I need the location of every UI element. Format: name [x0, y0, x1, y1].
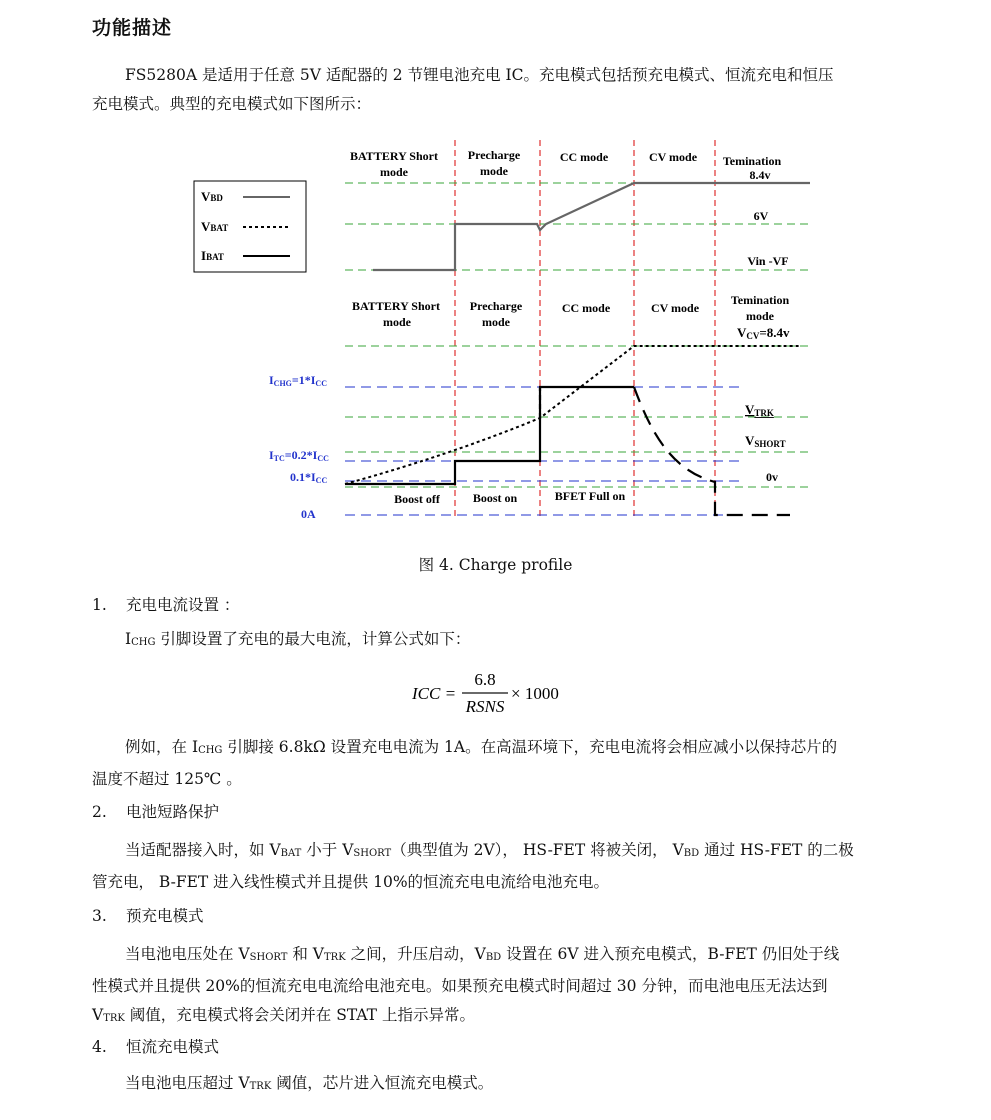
bottom-mode-cv: CV mode [650, 301, 700, 315]
i01-label: 0.1*ICC [290, 470, 328, 485]
list-item-4 [92, 1035, 219, 1057]
intro-line-1: FS5280A 是适用于任意 5V 适配器的 2 节锂电池充电 IC。充电模式包括预充电模式、恒流充电和恒压 [125, 66, 834, 84]
zero-v-label: 0v [766, 470, 778, 484]
phase-boost-off: Boost off [394, 492, 440, 506]
legend-ibat: IBAT [201, 248, 224, 263]
sp-vbd-sub: BD [683, 848, 700, 859]
vtrk-label: VTRK [745, 402, 774, 418]
example-paragraph [92, 733, 912, 794]
list-item-title: 电池短路保护 [126, 803, 220, 821]
example-ichg-symbol: I [191, 738, 199, 756]
pc-text-c: 之间，升压启动， [345, 945, 475, 963]
formula-rhs: × 1000 [511, 684, 559, 703]
pc-vshort-sub: SHORT [249, 952, 288, 963]
list-item-number: 1. [92, 596, 107, 614]
sp-text-b: 小于 [301, 841, 343, 859]
list-item-1 [92, 593, 239, 615]
ichg-paragraph [92, 625, 912, 657]
top-mode-term-l2: 8.4v [749, 168, 771, 182]
cc-vtrk: V [238, 1074, 250, 1092]
vbd-trace [373, 183, 810, 270]
ichg-subscript: CHG [131, 637, 156, 648]
list-item-number: 3. [92, 907, 107, 925]
formula-denominator: RSNS [465, 697, 505, 716]
pc-vbd: V [474, 945, 486, 963]
top-mode-short-l2: mode [380, 165, 408, 179]
pc-text-d: 设置在 6V 进入预充电模式，B-FET 仍旧处于线 [501, 945, 840, 963]
zero-a-label: 0A [301, 507, 316, 521]
top-mode-cc: CC mode [559, 150, 609, 164]
list-item-title: 预充电模式 [126, 907, 204, 925]
list-item-number: 4. [92, 1038, 107, 1056]
itc-label: ITC=0.2*ICC [269, 448, 329, 463]
top-level-6v: 6V [753, 209, 769, 223]
cc-text-a: 当电池电压超过 [125, 1074, 239, 1092]
sp-vbat-sub: BAT [280, 848, 302, 859]
bottom-mode-short-l2: mode [383, 315, 411, 329]
ibat-cv-decay [634, 387, 790, 515]
bottom-mode-pre-l2: mode [482, 315, 510, 329]
pc-vshort: V [238, 945, 250, 963]
cc-text-b: 阈值，芯片进入恒流充电模式。 [271, 1074, 494, 1092]
intro-line-2: 充电模式。典型的充电模式如下图所示： [92, 95, 372, 113]
ichg-symbol: I [125, 630, 132, 648]
list-item-2 [92, 800, 219, 822]
short-protection-paragraph [92, 836, 912, 897]
list-item-title: 充电电流设置 ： [126, 596, 240, 614]
precharge-paragraph [92, 940, 912, 1033]
top-mode-pre-l2: mode [480, 164, 508, 178]
vbat-trace [345, 346, 800, 484]
pc-vtrk-2-sub: TRK [103, 1013, 125, 1024]
bottom-mode-pre-l1: Precharge [469, 299, 523, 313]
cc-paragraph [92, 1069, 912, 1101]
charge-profile-figure [0, 0, 991, 545]
top-mode-term-l1: Temination [722, 154, 782, 168]
phase-boost-on: Boost on [472, 491, 518, 505]
pc-line-3: 阈值，充电模式将会关闭并在 STAT 上指示异常。 [124, 1006, 475, 1024]
pc-line-2: 性模式并且提供 20%的恒流充电电流给电池充电。如果预充电模式时间超过 30 分钟，而电池电压无法达到 [92, 977, 828, 995]
bottom-mode-term-l2: mode [746, 309, 774, 323]
vcv-label: VCV=8.4v [737, 325, 790, 341]
section-title: 功能描述 [92, 17, 173, 39]
icc-formula [0, 668, 991, 718]
sp-text-c: （典型值为 2V）， HS-FET 将被关闭， [391, 841, 673, 859]
example-text-a: 例如，在 [125, 738, 192, 756]
phase-bfet-full-on: BFET Full on [554, 489, 626, 503]
top-mode-pre-l1: Precharge [467, 148, 521, 162]
top-mode-short-l1: BATTERY Short [350, 149, 438, 163]
list-item-title: 恒流充电模式 [126, 1038, 220, 1056]
vshort-label: VSHORT [745, 433, 786, 449]
sp-text-d: 通过 HS-FET 的二极 [699, 841, 854, 859]
pc-text-a: 当电池电压处在 [125, 945, 239, 963]
pc-text-b: 和 [287, 945, 313, 963]
formula-numerator: 6.8 [474, 670, 496, 689]
pc-vtrk-2: V [92, 1006, 104, 1024]
sp-text-a: 当适配器接入时，如 [125, 841, 270, 859]
top-level-vin: Vin -VF [747, 254, 789, 268]
example-ichg-subscript: CHG [198, 745, 223, 756]
ibat-trace [345, 387, 634, 484]
cc-vtrk-sub: TRK [249, 1081, 272, 1092]
sp-vshort: V [342, 841, 354, 859]
formula-lhs: ICC = [412, 684, 457, 703]
sp-vbat: V [269, 841, 281, 859]
bottom-mode-term-l1: Temination [730, 293, 790, 307]
ichg-label: ICHG=1*ICC [269, 373, 327, 388]
sp-vbd: V [672, 841, 684, 859]
top-mode-cv: CV mode [648, 150, 698, 164]
pc-vtrk-sub: TRK [324, 952, 346, 963]
ichg-text: 引脚设置了充电的最大电流，计算公式如下： [155, 630, 471, 648]
list-item-3 [92, 904, 204, 926]
example-text-b: 引脚接 6.8kΩ 设置充电电流为 1A。在高温环境下，充电电流将会相应减小以保持芯片的 [222, 738, 838, 756]
example-line-2: 温度不超过 125℃ 。 [92, 770, 242, 788]
bottom-mode-short-l1: BATTERY Short [352, 299, 440, 313]
figure-caption: 图 4. Charge profile [418, 556, 573, 574]
pc-vbd-sub: BD [485, 952, 502, 963]
bottom-mode-cc: CC mode [561, 301, 611, 315]
legend-vbd: VBD [201, 189, 223, 204]
list-item-number: 2. [92, 803, 107, 821]
legend-vbat: VBAT [201, 219, 229, 234]
sp-vshort-sub: SHORT [353, 848, 392, 859]
sp-line-2: 管充电， B-FET 进入线性模式并且提供 10%的恒流充电电流给电池充电。 [92, 873, 610, 891]
pc-vtrk: V [312, 945, 324, 963]
